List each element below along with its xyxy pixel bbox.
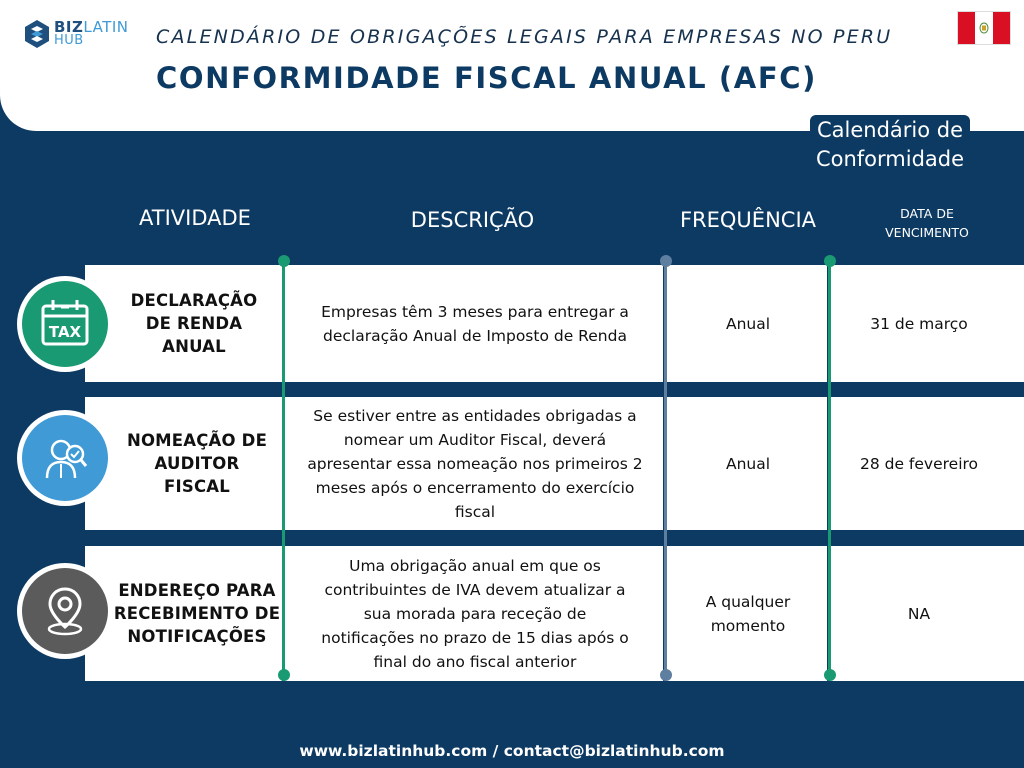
timeline-dot	[660, 255, 672, 267]
timeline-dot	[660, 669, 672, 681]
timeline-line-green-right	[828, 260, 831, 675]
timeline-dot	[278, 669, 290, 681]
column-header-due-date	[862, 204, 992, 242]
due-date-header-line1: DATA DE	[900, 206, 954, 221]
biz-latin-hub-logo	[24, 17, 129, 51]
timeline-line-grey	[664, 260, 667, 675]
column-header-description: DESCRIÇÃO	[410, 208, 535, 232]
peru-flag-icon	[957, 11, 1011, 45]
column-header-frequency: FREQUÊNCIA	[679, 208, 817, 232]
timeline-line-green-left	[282, 260, 285, 675]
calendar-tag-line1: Calendário de	[816, 118, 964, 142]
row-1-due-date: 31 de março	[870, 314, 968, 333]
row-2-frequency: Anual	[725, 454, 771, 473]
row-1-activity-name: DECLARAÇÃO DE RENDA ANUAL	[130, 291, 258, 356]
row-1-frequency: Anual	[725, 314, 771, 333]
row-3-frequency: A qualquer momento	[705, 592, 791, 635]
page-subtitle: CALENDÁRIO DE OBRIGAÇÕES LEGAIS PARA EMPRESAS NO PERU	[156, 26, 893, 48]
row-3-due-date: NA	[907, 604, 931, 623]
row-3-activity-name: ENDEREÇO PARA RECEBIMENTO DE NOTIFICAÇÕES	[113, 581, 281, 646]
header	[0, 0, 1024, 131]
timeline-dot	[278, 255, 290, 267]
timeline-dot	[824, 669, 836, 681]
calendar-tag	[810, 115, 970, 175]
page-title: CONFORMIDADE FISCAL ANUAL (AFC)	[156, 61, 817, 95]
timeline-dot	[824, 255, 836, 267]
logo-text: BIZLATIN	[54, 18, 129, 36]
logo-mark-icon	[24, 19, 50, 49]
due-date-header-line2: VENCIMENTO	[885, 225, 969, 240]
row-2-description: Se estiver entre as entidades obrigadas a nomear um Auditor Fiscal, deverá apresentar essa nomeação nos primeiros 2 meses após o encerramento do exercício fiscal	[307, 406, 643, 521]
svg-text:TAX: TAX	[48, 323, 82, 341]
row-2-due-date: 28 de fevereiro	[859, 454, 979, 473]
row-2-activity-name: NOMEAÇÃO DE AUDITOR FISCAL	[126, 431, 268, 496]
footer-contact: www.bizlatinhub.com / contact@bizlatinhub.com	[299, 742, 725, 760]
calendar-tag-line2: Conformidade	[815, 147, 965, 171]
auditor-magnifier-icon	[17, 410, 113, 506]
tax-calendar-icon	[17, 276, 113, 372]
row-1-description: Empresas têm 3 meses para entregar a declaração Anual de Imposto de Renda	[321, 302, 629, 345]
location-pin-icon	[17, 563, 113, 659]
row-3-description: Uma obrigação anual em que os contribuintes de IVA devem atualizar a sua morada para receção de notificações no prazo de 15 dias após o final do ano fiscal anterior	[321, 556, 629, 671]
logo-text-hub: HUB	[54, 33, 84, 48]
column-header-activity: ATIVIDADE	[139, 206, 251, 230]
